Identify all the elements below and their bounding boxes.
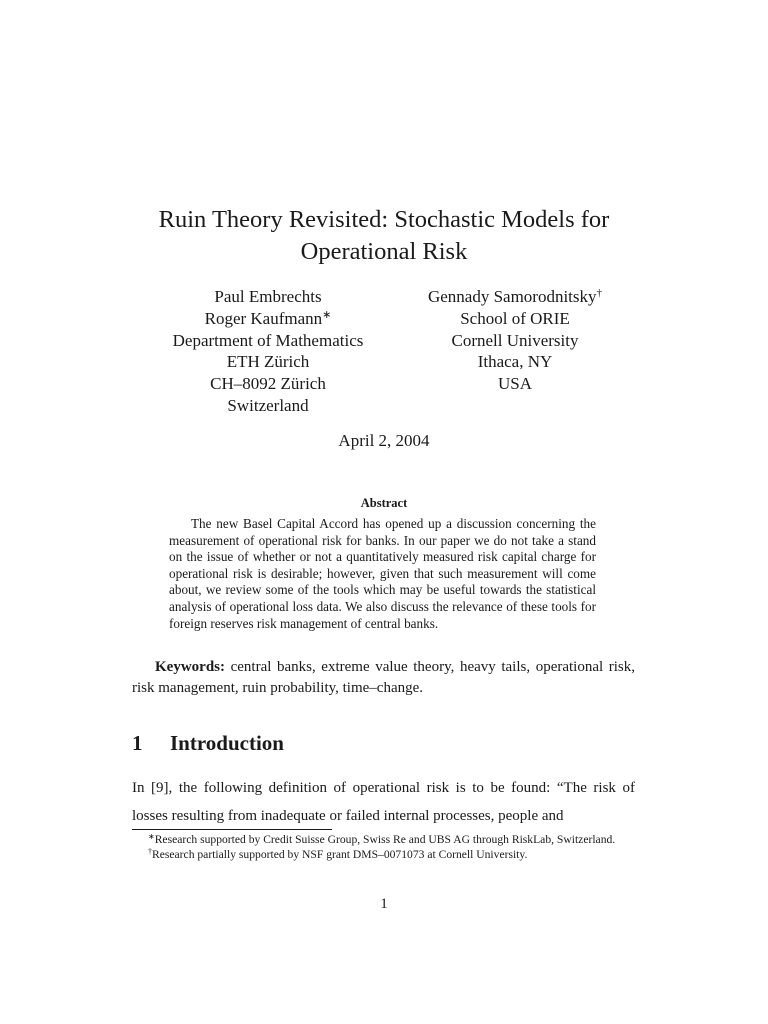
keywords-paragraph — [132, 657, 635, 698]
page-number: 1 — [380, 896, 388, 912]
footnote-mark: † — [596, 287, 603, 299]
affiliation-line: Department of Mathematics — [172, 330, 364, 350]
affiliation-line: School of ORIE — [460, 308, 570, 328]
section-number: 1 — [132, 731, 143, 755]
abstract-heading: Abstract — [360, 496, 408, 510]
intro-paragraph: In [9], the following definition of operational risk is to be found: “The risk of losses resulting from inadequate or failed internal processes, people and — [132, 780, 635, 824]
affiliation-line: Switzerland — [227, 395, 309, 415]
author-column-right — [405, 286, 625, 395]
title-line-2: Operational Risk — [300, 238, 468, 265]
section-title: Introduction — [170, 731, 284, 755]
footnotes — [132, 832, 635, 862]
affiliation-line: Ithaca, NY — [477, 352, 553, 372]
author-line: Roger Kaufmann∗ — [204, 308, 332, 328]
abstract-text: The new Basel Capital Accord has opened up a discussion concerning the measurement of operational risk for banks. In our paper we do not take a stand on the issue of whether or not a quantitatively measured risk capital charge for operational risk is desirable; however, given that such measurement will come about, we review some of the tools which may be useful towards the statistical analysis of operational loss data. We also discuss the relevance of these tools for foreign reserves risk management of central banks. — [169, 516, 596, 631]
affiliation-line: ETH Zürich — [226, 352, 310, 372]
footnote-mark: ∗ — [322, 308, 332, 321]
title-line-1: Ruin Theory Revisited: Stochastic Models for — [158, 206, 610, 233]
affiliation-line: CH–8092 Zürich — [210, 374, 326, 394]
footnote-1: ∗Research supported by Credit Suisse Group, Swiss Re and UBS AG through RiskLab, Switzerland. — [148, 832, 616, 846]
keywords-label: Keywords: — [155, 659, 225, 675]
affiliation-line: Cornell University — [451, 330, 579, 350]
author-line: Gennady Samorodnitsky† — [427, 287, 603, 306]
footnote-2: †Research partially supported by NSF grant DMS–0071073 at Cornell University. — [148, 847, 528, 861]
paper-date: April 2, 2004 — [338, 431, 430, 450]
affiliation-line: USA — [497, 374, 532, 394]
footnote-rule — [132, 829, 332, 830]
keywords-text: central banks, extreme value theory, heavy tails, operational risk, risk management, ruin probability, time–change. — [132, 659, 635, 696]
section-heading — [132, 731, 284, 756]
author-column-left — [150, 286, 386, 417]
author-line: Paul Embrechts — [214, 287, 322, 306]
paper-title — [0, 204, 768, 268]
